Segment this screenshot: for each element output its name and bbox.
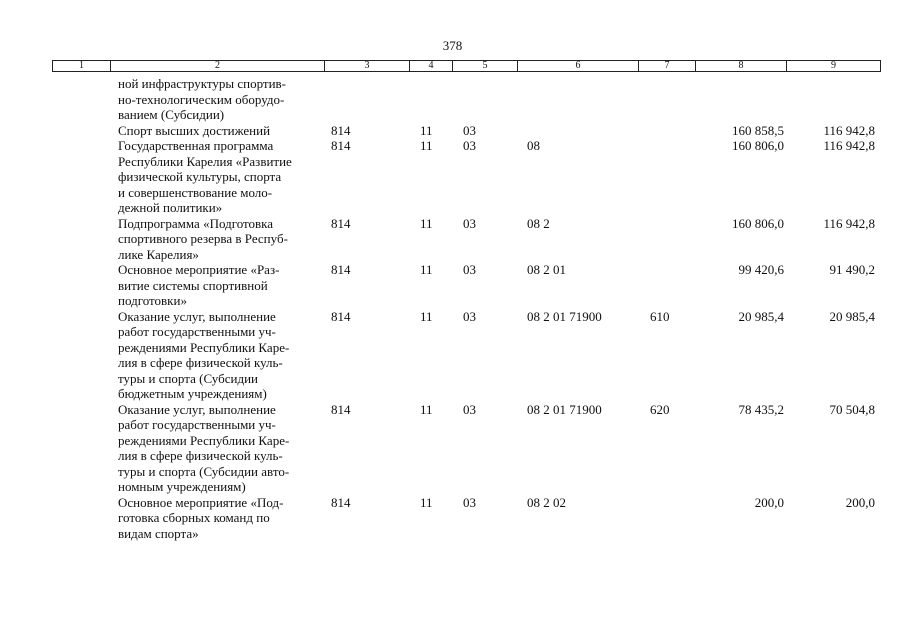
section-code: 11 xyxy=(420,262,433,277)
table-row xyxy=(0,216,905,263)
target-article-code: 08 2 02 xyxy=(527,494,566,510)
row-name-line: подготовки» xyxy=(118,293,187,308)
row-name-line: лике Карелия» xyxy=(118,246,199,262)
ministry-code: 814 xyxy=(331,138,351,153)
subsection-code: 03 xyxy=(463,401,476,417)
row-name xyxy=(118,216,323,263)
row-name xyxy=(118,309,323,402)
amount-col8: 160 806,0 xyxy=(732,215,784,231)
row-name-line: Основное мероприятие «Под- xyxy=(118,494,284,510)
row-name-line: Оказание услуг, выполнение xyxy=(118,401,276,417)
row-name xyxy=(118,123,323,139)
row-name-line: видам спорта» xyxy=(118,525,199,541)
target-article-code: 08 xyxy=(527,138,540,153)
column-header-6: 6 xyxy=(518,61,639,72)
column-header-7: 7 xyxy=(639,61,696,72)
row-name xyxy=(118,138,323,216)
budget-table-body xyxy=(0,76,905,541)
row-name-line: но-технологическим оборудо- xyxy=(118,91,285,107)
amount-col9: 70 504,8 xyxy=(829,401,875,417)
amount-col8: 99 420,6 xyxy=(738,262,784,277)
column-header-4: 4 xyxy=(410,61,453,72)
row-name-line: бюджетным учреждениям) xyxy=(118,386,267,401)
column-header-table xyxy=(52,60,881,72)
row-name-line: витие системы спортивной xyxy=(118,277,268,293)
row-name-line: Основное мероприятие «Раз- xyxy=(118,262,280,277)
table-row xyxy=(0,123,905,139)
ministry-code: 814 xyxy=(331,401,351,417)
row-name-line: лия в сфере физической куль- xyxy=(118,355,283,370)
section-code: 11 xyxy=(420,122,433,138)
row-name-line: Спорт высших достижений xyxy=(118,122,271,138)
ministry-code: 814 xyxy=(331,262,351,277)
subsection-code: 03 xyxy=(463,138,476,153)
section-code: 11 xyxy=(420,401,433,417)
row-name-line: туры и спорта (Субсидии xyxy=(118,370,258,386)
subsection-code: 03 xyxy=(463,122,476,138)
amount-col9: 116 942,8 xyxy=(823,215,875,231)
row-name-line: Государственная программа xyxy=(118,138,274,153)
subsection-code: 03 xyxy=(463,308,476,324)
table-row xyxy=(0,402,905,495)
expense-type-code: 620 xyxy=(650,401,670,417)
row-name-line: Оказание услуг, выполнение xyxy=(118,308,276,324)
row-name-line: Республики Карелия «Развитие xyxy=(118,153,292,169)
ministry-code: 814 xyxy=(331,494,351,510)
row-name xyxy=(118,262,323,309)
column-header-row xyxy=(53,61,881,72)
row-name-line: дежной политики» xyxy=(118,200,223,215)
row-name-line: реждениями Республики Каре- xyxy=(118,339,290,355)
target-article-code: 08 2 01 71900 xyxy=(527,401,602,417)
column-header-5: 5 xyxy=(453,61,518,72)
column-header-2: 2 xyxy=(111,61,325,72)
table-row xyxy=(0,309,905,402)
row-name-line: физической культуры, спорта xyxy=(118,169,282,184)
row-name-line: туры и спорта (Субсидии авто- xyxy=(118,463,290,479)
row-name xyxy=(118,495,323,542)
section-code: 11 xyxy=(420,215,433,231)
row-name-line: готовка сборных команд по xyxy=(118,510,270,525)
subsection-code: 03 xyxy=(463,215,476,231)
table-row xyxy=(0,495,905,542)
amount-col8: 160 858,5 xyxy=(732,122,784,138)
amount-col8: 160 806,0 xyxy=(732,138,784,153)
section-code: 11 xyxy=(420,494,433,510)
target-article-code: 08 2 01 71900 xyxy=(527,308,602,324)
row-name-line: спортивного резерва в Респуб- xyxy=(118,231,288,246)
target-article-code: 08 2 01 xyxy=(527,262,566,277)
table-row xyxy=(0,76,905,123)
table-row xyxy=(0,262,905,309)
row-name-line: и совершенствование моло- xyxy=(118,184,273,200)
amount-col9: 116 942,8 xyxy=(823,122,875,138)
expense-type-code: 610 xyxy=(650,308,670,324)
table-row xyxy=(0,138,905,216)
column-header-3: 3 xyxy=(325,61,410,72)
column-header-9: 9 xyxy=(787,61,881,72)
row-name-line: Подпрограмма «Подготовка xyxy=(118,215,274,231)
amount-col9: 20 985,4 xyxy=(829,308,875,324)
row-name-line: ной инфраструктуры спортив- xyxy=(118,76,287,91)
ministry-code: 814 xyxy=(331,122,351,138)
section-code: 11 xyxy=(420,138,433,153)
row-name xyxy=(118,76,323,123)
column-header-1: 1 xyxy=(53,61,111,72)
row-name-line: номным учреждениям) xyxy=(118,479,246,494)
row-name-line: ванием (Субсидии) xyxy=(118,107,225,122)
amount-col8: 78 435,2 xyxy=(738,401,784,417)
page-number: 378 xyxy=(442,38,463,53)
amount-col8: 200,0 xyxy=(754,494,784,510)
subsection-code: 03 xyxy=(463,262,476,277)
amount-col9: 200,0 xyxy=(845,494,875,510)
subsection-code: 03 xyxy=(463,494,476,510)
section-code: 11 xyxy=(420,308,433,324)
row-name-line: работ государственными уч- xyxy=(118,417,276,432)
row-name-line: реждениями Республики Каре- xyxy=(118,432,290,448)
target-article-code: 08 2 xyxy=(527,215,550,231)
amount-col9: 116 942,8 xyxy=(823,138,875,153)
row-name-line: лия в сфере физической куль- xyxy=(118,448,283,463)
row-name xyxy=(118,402,323,495)
ministry-code: 814 xyxy=(331,308,351,324)
ministry-code: 814 xyxy=(331,215,351,231)
row-name-line: работ государственными уч- xyxy=(118,324,276,339)
amount-col9: 91 490,2 xyxy=(829,262,875,277)
column-header-8: 8 xyxy=(696,61,787,72)
amount-col8: 20 985,4 xyxy=(738,308,784,324)
